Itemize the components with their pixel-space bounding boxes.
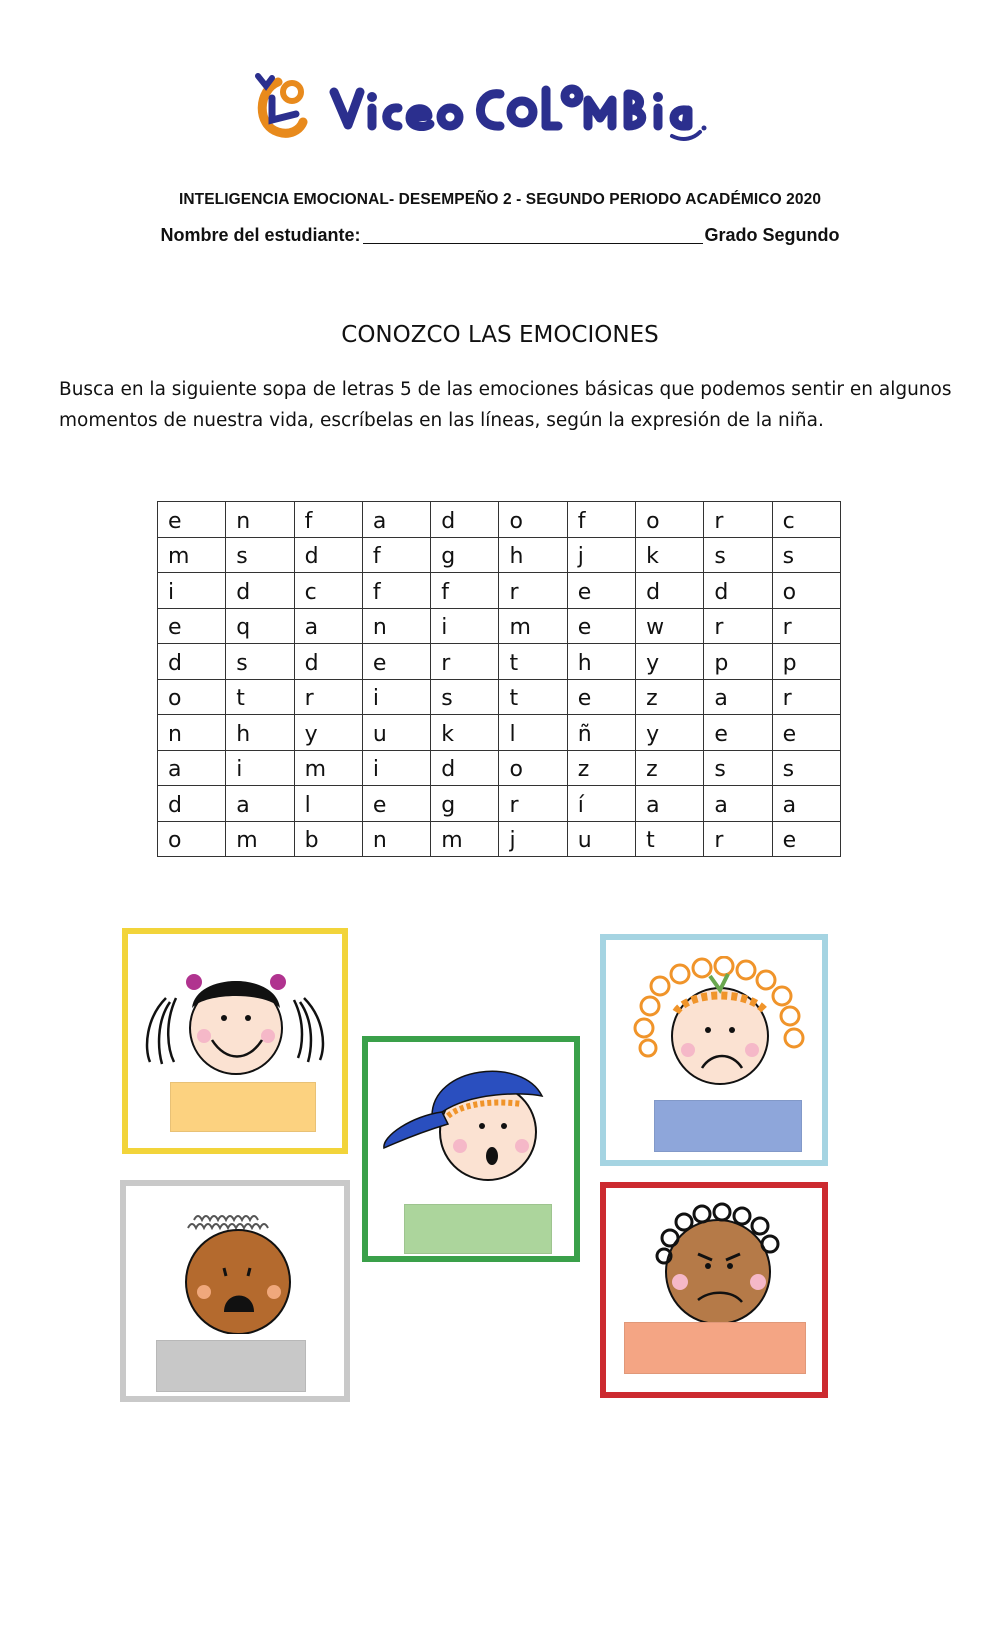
grid-cell[interactable]: m: [158, 537, 226, 573]
grid-cell[interactable]: a: [704, 786, 772, 822]
grid-cell[interactable]: i: [158, 573, 226, 609]
grid-cell[interactable]: f: [431, 573, 499, 609]
grid-row: [158, 537, 841, 573]
grid-cell[interactable]: o: [499, 750, 567, 786]
grid-cell[interactable]: e: [362, 644, 430, 680]
grid-cell[interactable]: y: [294, 715, 362, 751]
grid-cell[interactable]: d: [431, 750, 499, 786]
grid-cell[interactable]: a: [704, 679, 772, 715]
grid-cell[interactable]: r: [772, 679, 840, 715]
grid-cell[interactable]: f: [567, 502, 635, 538]
grid-cell[interactable]: i: [226, 750, 294, 786]
grid-cell[interactable]: a: [362, 502, 430, 538]
grid-cell[interactable]: j: [499, 821, 567, 857]
grid-cell[interactable]: h: [499, 537, 567, 573]
grid-cell[interactable]: m: [294, 750, 362, 786]
grid-cell[interactable]: r: [704, 821, 772, 857]
grid-row: [158, 786, 841, 822]
grid-cell[interactable]: n: [226, 502, 294, 538]
grid-cell[interactable]: r: [294, 679, 362, 715]
grid-cell[interactable]: d: [704, 573, 772, 609]
grid-cell[interactable]: o: [158, 679, 226, 715]
school-logo: [248, 70, 708, 150]
grid-cell[interactable]: g: [431, 537, 499, 573]
grid-cell[interactable]: u: [567, 821, 635, 857]
course-header: INTELIGENCIA EMOCIONAL- DESEMPEÑO 2 - SEGUNDO PERIODO ACADÉMICO 2020: [178, 191, 822, 208]
grid-row: [158, 679, 841, 715]
grid-cell[interactable]: z: [567, 750, 635, 786]
grid-cell[interactable]: f: [362, 537, 430, 573]
grid-cell[interactable]: d: [158, 644, 226, 680]
grid-cell[interactable]: y: [636, 644, 704, 680]
grid-cell[interactable]: g: [431, 786, 499, 822]
grid-cell[interactable]: n: [362, 821, 430, 857]
grid-cell[interactable]: e: [567, 679, 635, 715]
grid-cell[interactable]: e: [772, 715, 840, 751]
grid-row: [158, 573, 841, 609]
grid-cell[interactable]: t: [226, 679, 294, 715]
grid-cell[interactable]: b: [294, 821, 362, 857]
grid-cell[interactable]: p: [704, 644, 772, 680]
emotion-card-sad: [600, 934, 828, 1166]
grid-cell[interactable]: r: [772, 608, 840, 644]
grid-cell[interactable]: a: [158, 750, 226, 786]
grid-cell[interactable]: r: [499, 786, 567, 822]
grid-cell[interactable]: i: [431, 608, 499, 644]
grid-cell[interactable]: z: [636, 679, 704, 715]
grid-cell[interactable]: n: [362, 608, 430, 644]
grid-cell[interactable]: o: [499, 502, 567, 538]
grid-cell[interactable]: e: [567, 608, 635, 644]
grid-row: [158, 715, 841, 751]
surprised-boy-face-icon: [372, 1056, 572, 1186]
grid-row: [158, 821, 841, 857]
grid-cell[interactable]: m: [226, 821, 294, 857]
grid-cell[interactable]: e: [772, 821, 840, 857]
grid-cell[interactable]: o: [772, 573, 840, 609]
grid-cell[interactable]: h: [567, 644, 635, 680]
grid-cell[interactable]: t: [499, 644, 567, 680]
grid-row: [158, 608, 841, 644]
student-name-line: [0, 225, 1000, 246]
grid-cell[interactable]: f: [362, 573, 430, 609]
grid-cell[interactable]: z: [636, 750, 704, 786]
grid-cell[interactable]: f: [294, 502, 362, 538]
grid-cell[interactable]: u: [362, 715, 430, 751]
grid-cell[interactable]: e: [704, 715, 772, 751]
sad-girl-face-icon: [620, 956, 820, 1086]
emotion-card-angry: [600, 1182, 828, 1398]
emotion-card-surprised: [362, 1036, 580, 1262]
grid-cell[interactable]: o: [158, 821, 226, 857]
grid-cell[interactable]: k: [431, 715, 499, 751]
grid-cell[interactable]: h: [226, 715, 294, 751]
angry-child-face-icon: [646, 1198, 796, 1328]
grid-cell[interactable]: e: [158, 608, 226, 644]
happy-girl-face-icon: [136, 958, 336, 1078]
grid-cell[interactable]: a: [226, 786, 294, 822]
grid-cell[interactable]: e: [362, 786, 430, 822]
grid-cell[interactable]: p: [772, 644, 840, 680]
student-name-blank[interactable]: [363, 225, 703, 244]
grid-cell[interactable]: a: [294, 608, 362, 644]
answer-box-happy[interactable]: [170, 1082, 316, 1132]
word-search-grid: [157, 501, 841, 857]
grid-cell[interactable]: r: [704, 502, 772, 538]
liceo-colombia-logo-icon: [248, 70, 708, 150]
grid-cell[interactable]: m: [499, 608, 567, 644]
grid-cell[interactable]: c: [294, 573, 362, 609]
answer-box-surprised[interactable]: [404, 1204, 552, 1254]
emotion-card-happy: [122, 928, 348, 1154]
grid-cell[interactable]: d: [226, 573, 294, 609]
grid-cell[interactable]: s: [431, 679, 499, 715]
scared-child-face-icon: [150, 1204, 330, 1334]
grid-cell[interactable]: d: [431, 502, 499, 538]
grid-cell[interactable]: s: [772, 537, 840, 573]
grid-cell[interactable]: r: [431, 644, 499, 680]
grid-row: [158, 502, 841, 538]
grid-cell[interactable]: k: [636, 537, 704, 573]
grid-cell[interactable]: s: [226, 537, 294, 573]
grid-cell[interactable]: c: [772, 502, 840, 538]
grid-cell[interactable]: a: [636, 786, 704, 822]
grid-cell[interactable]: t: [499, 679, 567, 715]
grid-cell[interactable]: e: [567, 573, 635, 609]
answer-box-scared[interactable]: [156, 1340, 306, 1392]
grid-cell[interactable]: q: [226, 608, 294, 644]
grid-row: [158, 750, 841, 786]
answer-box-sad[interactable]: [654, 1100, 802, 1152]
grid-cell[interactable]: s: [226, 644, 294, 680]
grid-cell[interactable]: r: [499, 573, 567, 609]
grid-cell[interactable]: s: [704, 537, 772, 573]
grid-cell[interactable]: i: [362, 750, 430, 786]
emotion-card-scared: [120, 1180, 350, 1402]
grid-cell[interactable]: s: [772, 750, 840, 786]
grid-cell[interactable]: w: [636, 608, 704, 644]
grid-cell[interactable]: ñ: [567, 715, 635, 751]
grid-cell[interactable]: o: [636, 502, 704, 538]
grid-cell[interactable]: n: [158, 715, 226, 751]
grid-cell[interactable]: d: [636, 573, 704, 609]
grid-cell[interactable]: í: [567, 786, 635, 822]
grid-cell[interactable]: m: [431, 821, 499, 857]
grid-cell[interactable]: j: [567, 537, 635, 573]
grade-label: Grado Segundo: [704, 225, 840, 245]
grid-row: [158, 644, 841, 680]
grid-cell[interactable]: l: [294, 786, 362, 822]
grid-cell[interactable]: r: [704, 608, 772, 644]
grid-cell[interactable]: e: [158, 502, 226, 538]
grid-cell[interactable]: y: [636, 715, 704, 751]
grid-cell[interactable]: s: [704, 750, 772, 786]
grid-cell[interactable]: a: [772, 786, 840, 822]
worksheet-title: CONOZCO LAS EMOCIONES: [341, 322, 659, 348]
student-name-label: Nombre del estudiante:: [160, 225, 361, 245]
instructions-text: Busca en la siguiente sopa de letras 5 de las emociones básicas que podemos sentir en algunos momentos de nuestra vida, escríbelas en las líneas, según la expresión de la niña.: [59, 379, 952, 431]
grid-cell[interactable]: i: [362, 679, 430, 715]
grid-cell[interactable]: d: [294, 644, 362, 680]
grid-cell[interactable]: l: [499, 715, 567, 751]
grid-cell[interactable]: d: [294, 537, 362, 573]
grid-cell[interactable]: d: [158, 786, 226, 822]
grid-cell[interactable]: t: [636, 821, 704, 857]
answer-box-angry[interactable]: [624, 1322, 806, 1374]
